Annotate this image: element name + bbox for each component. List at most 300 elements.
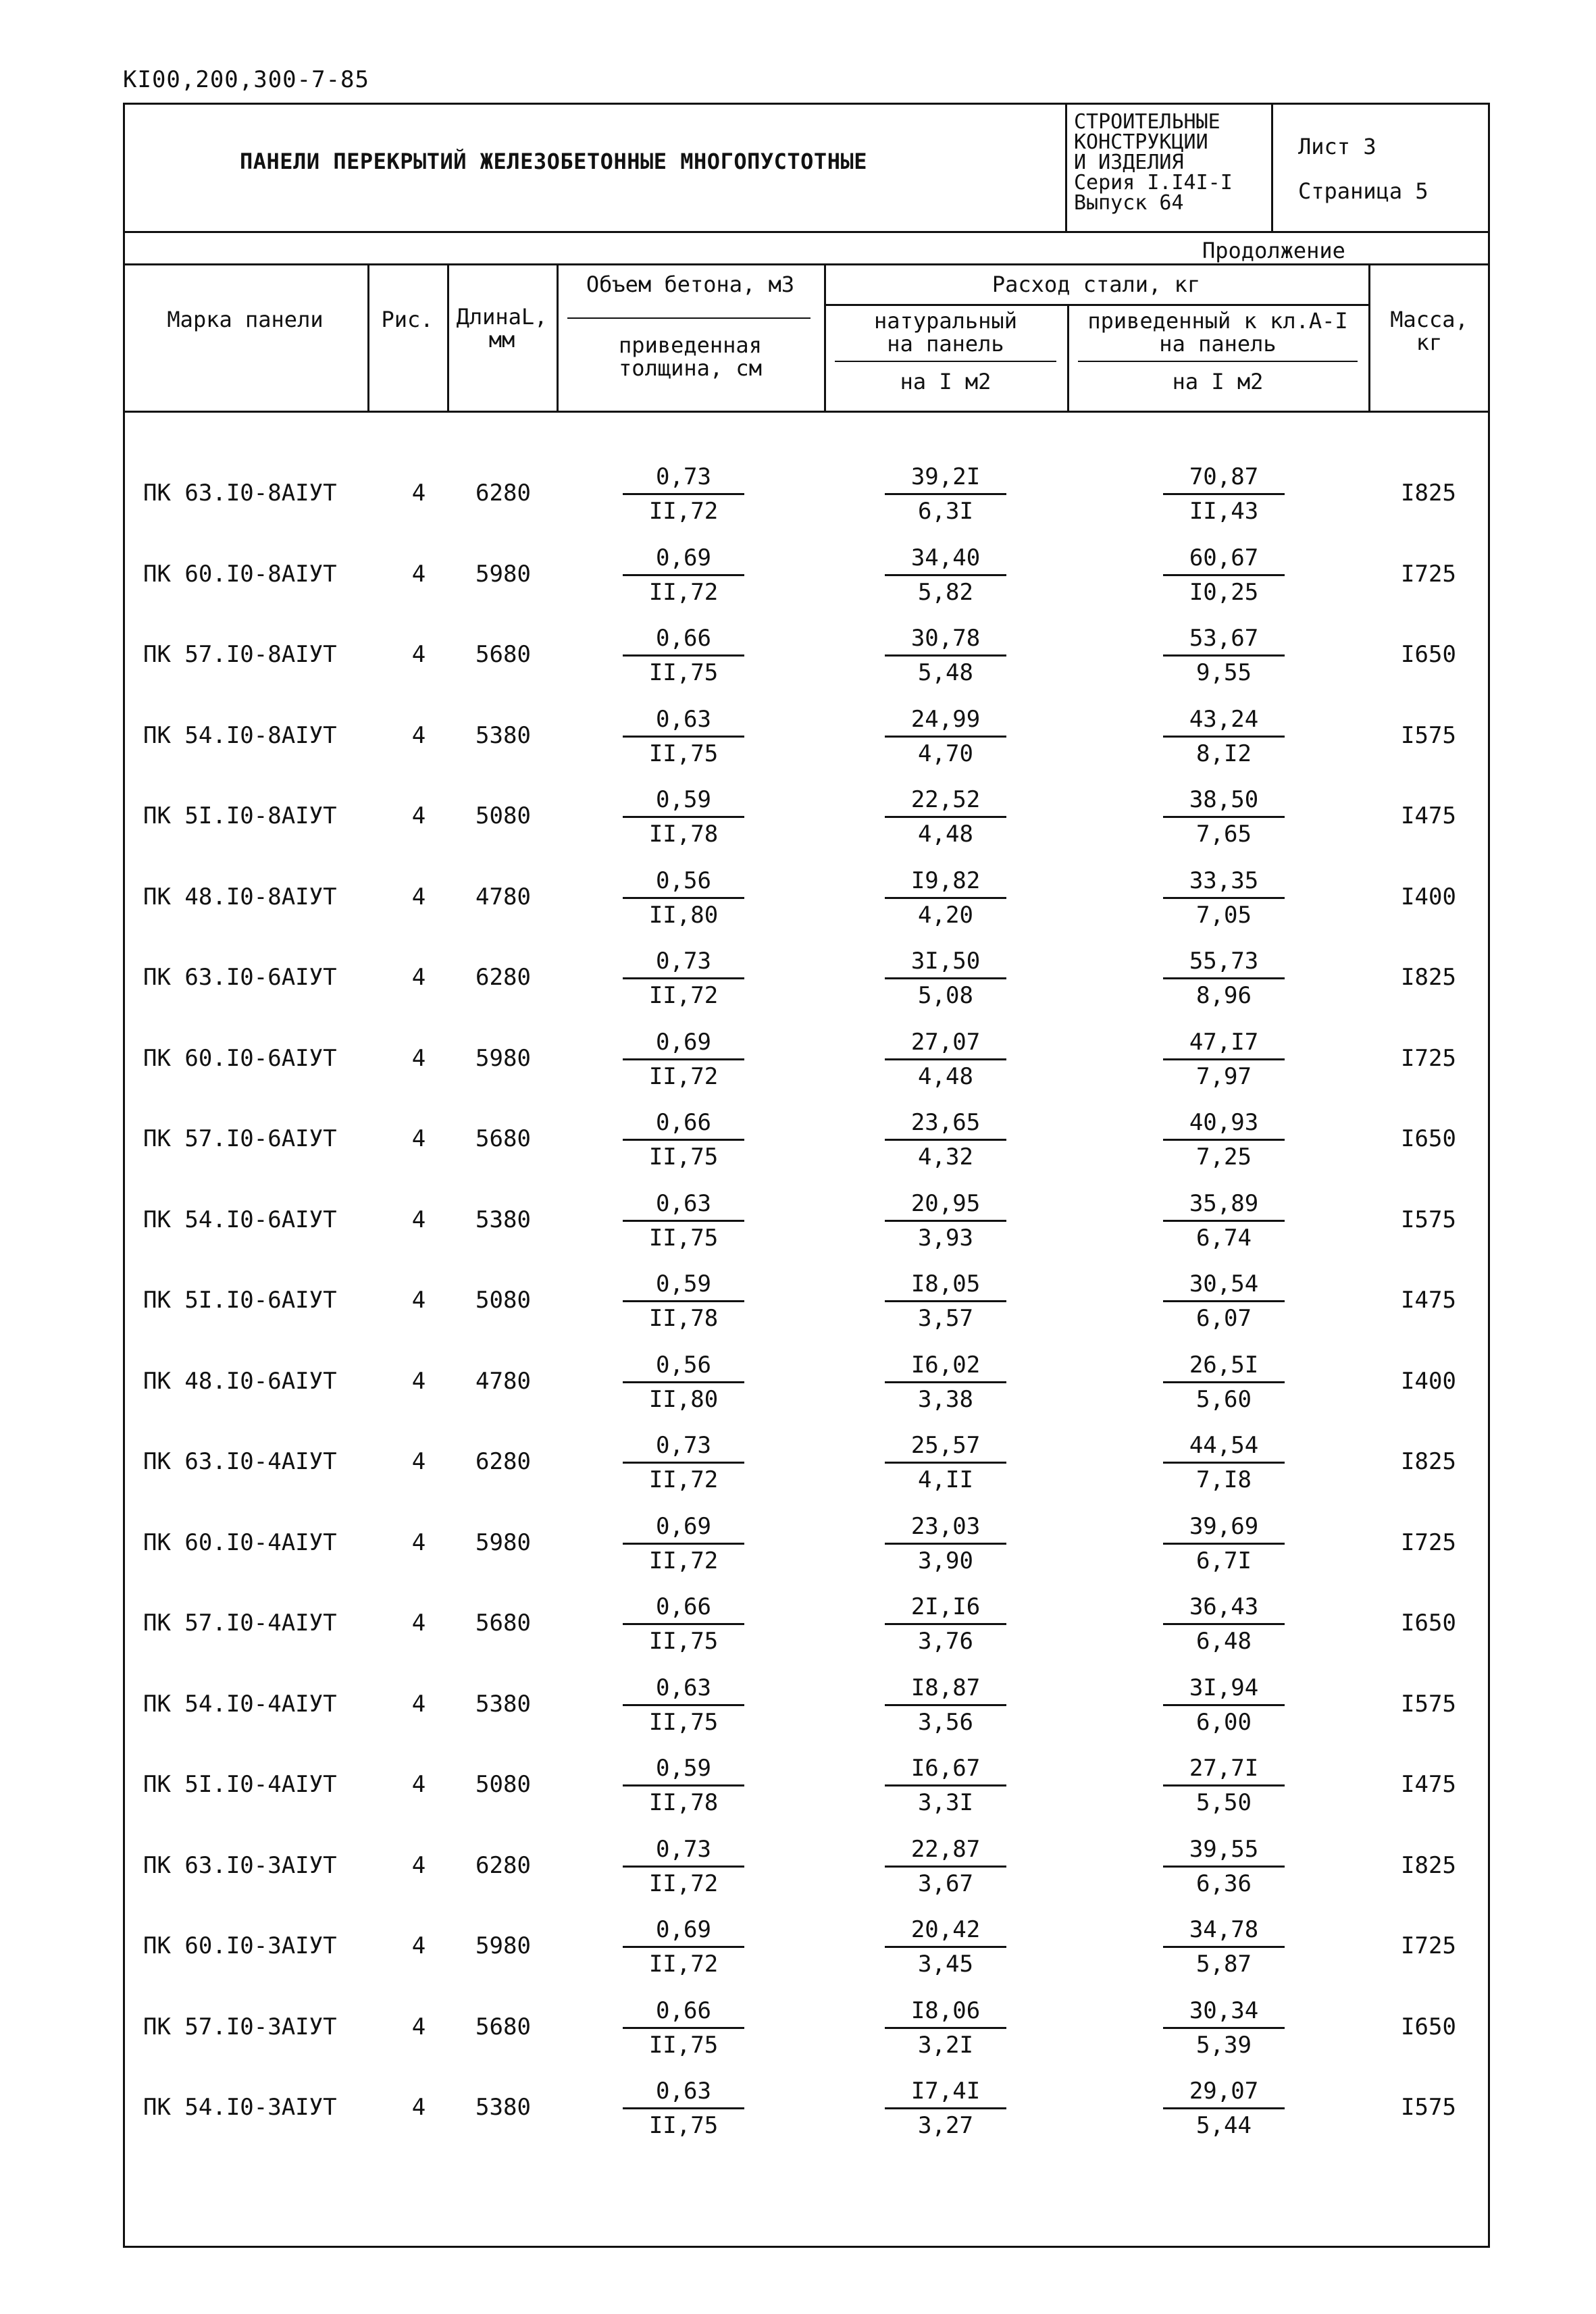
value-nat: 34,40 <box>885 542 1006 576</box>
cell-mark: ПК 60.I0-8АIУТ <box>143 561 337 588</box>
fraction-nat <box>885 783 1006 850</box>
fraction-nat <box>885 1349 1006 1416</box>
value-vol: 0,63 <box>623 1672 744 1706</box>
cell-mark: ПК 63.I0-3АIУТ <box>143 1852 337 1879</box>
cell-fig: 4 <box>411 1771 426 1798</box>
fraction-vol <box>623 945 744 1012</box>
value-nat_m2: 4,II <box>918 1466 973 1493</box>
fraction-red <box>1163 1187 1285 1254</box>
cell-fig: 4 <box>411 1287 426 1314</box>
cell-fig: 4 <box>411 1691 426 1718</box>
value-red: 70,87 <box>1163 461 1285 495</box>
cell-length: 5380 <box>475 1206 531 1233</box>
value-red_m2: 5,50 <box>1196 1789 1252 1816</box>
value-nat_m2: 4,70 <box>918 740 973 767</box>
value-red_m2: 6,48 <box>1196 1628 1252 1655</box>
fraction-red <box>1163 1268 1285 1335</box>
value-nat_m2: 4,48 <box>918 1063 973 1090</box>
value-vol: 0,69 <box>623 1510 744 1545</box>
fraction-nat <box>885 1510 1006 1577</box>
value-red_m2: 8,I2 <box>1196 740 1252 767</box>
value-nat: 23,03 <box>885 1510 1006 1545</box>
cell-mass: I575 <box>1401 1691 1456 1718</box>
value-red_m2: 5,39 <box>1196 2032 1252 2059</box>
value-red: 30,34 <box>1163 1995 1285 2029</box>
fraction-red <box>1163 1349 1285 1416</box>
cell-fig: 4 <box>411 722 426 749</box>
header-natural <box>824 309 1067 355</box>
value-red_m2: 6,7I <box>1196 1547 1252 1574</box>
value-nat_m2: 3,76 <box>918 1628 973 1655</box>
reduced-sub-line <box>1078 361 1358 362</box>
value-red: 27,7I <box>1163 1752 1285 1786</box>
fraction-red <box>1163 783 1285 850</box>
value-vol: 0,59 <box>623 1752 744 1786</box>
value-nat_m2: 4,20 <box>918 902 973 929</box>
steel-header-line <box>824 304 1368 306</box>
continuation-label: Продолжение <box>1202 238 1345 263</box>
value-thick: II,78 <box>648 1789 719 1816</box>
cell-mass: I400 <box>1401 883 1456 910</box>
value-thick: II,72 <box>648 1547 719 1574</box>
cell-fig: 4 <box>411 1529 426 1556</box>
value-thick: II,75 <box>648 2032 719 2059</box>
fraction-nat <box>885 1591 1006 1657</box>
value-red_m2: 7,97 <box>1196 1063 1252 1090</box>
value-red_m2: 9,55 <box>1196 659 1252 686</box>
cell-mark: ПК 48.I0-6АIУТ <box>143 1368 337 1395</box>
header-mass <box>1368 308 1490 354</box>
value-vol: 0,66 <box>623 622 744 657</box>
fraction-vol <box>623 1833 744 1900</box>
value-nat: 23,65 <box>885 1106 1006 1141</box>
fraction-nat <box>885 703 1006 770</box>
value-thick: II,80 <box>648 902 719 929</box>
fraction-nat <box>885 2075 1006 2142</box>
value-nat_m2: 3,93 <box>918 1225 973 1252</box>
value-red_m2: 5,87 <box>1196 1951 1252 1978</box>
value-nat: 22,52 <box>885 783 1006 818</box>
value-vol: 0,59 <box>623 1268 744 1302</box>
page-frame <box>123 103 1490 2248</box>
table-top-line <box>123 263 1490 265</box>
value-thick: II,72 <box>648 982 719 1009</box>
cell-mark: ПК 5I.I0-4АIУТ <box>143 1771 337 1798</box>
value-thick: II,72 <box>648 498 719 525</box>
value-vol: 0,66 <box>623 1995 744 2029</box>
value-red: 26,5I <box>1163 1349 1285 1383</box>
value-vol: 0,56 <box>623 1349 744 1383</box>
value-red: 40,93 <box>1163 1106 1285 1141</box>
header-thickness <box>557 334 824 380</box>
value-red_m2: 6,74 <box>1196 1225 1252 1252</box>
cell-mass: I650 <box>1401 1125 1456 1152</box>
header-length-label: Длина <box>456 304 521 330</box>
value-red_m2: 7,I8 <box>1196 1466 1252 1493</box>
fraction-red <box>1163 865 1285 931</box>
fraction-vol <box>623 1187 744 1254</box>
value-thick: II,75 <box>648 1628 719 1655</box>
value-thick: II,72 <box>648 1063 719 1090</box>
header-mass-1: Масса, <box>1390 307 1468 332</box>
value-nat: 22,87 <box>885 1833 1006 1868</box>
value-nat: I6,02 <box>885 1349 1006 1383</box>
fraction-red <box>1163 1752 1285 1819</box>
value-nat: I6,67 <box>885 1752 1006 1786</box>
fraction-nat <box>885 622 1006 689</box>
value-thick: II,75 <box>648 1709 719 1736</box>
page-number: Страница 5 <box>1298 178 1428 204</box>
cell-mark: ПК 57.I0-6АIУТ <box>143 1125 337 1152</box>
natural-sub-line <box>835 361 1056 362</box>
value-nat: I8,87 <box>885 1672 1006 1706</box>
value-nat_m2: 5,48 <box>918 659 973 686</box>
fraction-nat <box>885 945 1006 1012</box>
header-mark: Марка панели <box>167 307 324 332</box>
value-red_m2: 5,44 <box>1196 2112 1252 2139</box>
value-vol: 0,66 <box>623 1591 744 1625</box>
cell-length: 5380 <box>475 722 531 749</box>
header-natural-m2: на I м2 <box>900 369 992 394</box>
value-nat: I8,06 <box>885 1995 1006 2029</box>
cell-mass: I475 <box>1401 1771 1456 1798</box>
cell-fig: 4 <box>411 1610 426 1637</box>
cell-fig: 4 <box>411 1125 426 1152</box>
value-nat: 25,57 <box>885 1429 1006 1464</box>
fraction-vol <box>623 542 744 609</box>
cell-mark: ПК 54.I0-6АIУТ <box>143 1206 337 1233</box>
value-thick: II,75 <box>648 659 719 686</box>
header-natural-2: на панель <box>887 331 1004 357</box>
value-nat: 27,07 <box>885 1026 1006 1060</box>
fraction-nat <box>885 1913 1006 1980</box>
value-thick: II,78 <box>648 821 719 848</box>
value-red: 55,73 <box>1163 945 1285 979</box>
fraction-nat <box>885 1429 1006 1496</box>
fraction-nat <box>885 542 1006 609</box>
sheet-number: Лиcт 3 <box>1298 134 1376 159</box>
value-red: 3I,94 <box>1163 1672 1285 1706</box>
value-nat_m2: 5,82 <box>918 579 973 606</box>
cell-fig: 4 <box>411 1932 426 1959</box>
cell-mass: I575 <box>1401 1206 1456 1233</box>
cell-mark: ПК 63.I0-4АIУТ <box>143 1448 337 1475</box>
value-nat: I9,82 <box>885 865 1006 899</box>
fraction-red <box>1163 1591 1285 1657</box>
value-vol: 0,63 <box>623 2075 744 2109</box>
value-thick: II,72 <box>648 1951 719 1978</box>
value-nat: 20,95 <box>885 1187 1006 1222</box>
col-divider-mark <box>367 263 369 411</box>
series-line: СТРОИТЕЛЬНЫЕ <box>1074 110 1220 134</box>
cell-length: 4780 <box>475 883 531 910</box>
value-thick: II,75 <box>648 740 719 767</box>
cell-mass: I575 <box>1401 2094 1456 2121</box>
value-red_m2: 7,65 <box>1196 821 1252 848</box>
cell-mass: I475 <box>1401 802 1456 829</box>
cell-mark: ПК 57.I0-4АIУТ <box>143 1610 337 1637</box>
cell-mass: I650 <box>1401 641 1456 668</box>
cell-length: 5680 <box>475 1125 531 1152</box>
title-block-bottom-line <box>123 231 1490 233</box>
value-nat: 30,78 <box>885 622 1006 657</box>
fraction-vol <box>623 1268 744 1335</box>
cell-mark: ПК 5I.I0-6АIУТ <box>143 1287 337 1314</box>
fraction-red <box>1163 622 1285 689</box>
value-red_m2: 6,00 <box>1196 1709 1252 1736</box>
header-concrete: Объем бетона, м3 <box>586 272 795 297</box>
fraction-red <box>1163 1026 1285 1093</box>
fraction-nat <box>885 865 1006 931</box>
value-thick: II,75 <box>648 2112 719 2139</box>
header-natural-1: натуральный <box>874 308 1017 334</box>
fraction-nat <box>885 1833 1006 1900</box>
value-nat_m2: 3,3I <box>918 1789 973 1816</box>
header-reduced-1: приведенный к кл.А-I <box>1087 308 1348 334</box>
fraction-vol <box>623 1913 744 1980</box>
document-title: ПАНЕЛИ ПЕРЕКРЫТИЙ ЖЕЛЕЗОБЕТОННЫЕ МНОГОПУСТОТНЫЕ <box>240 149 867 174</box>
fraction-vol <box>623 461 744 528</box>
fraction-nat <box>885 1026 1006 1093</box>
value-red: 36,43 <box>1163 1591 1285 1625</box>
value-red: 47,I7 <box>1163 1026 1285 1060</box>
fraction-vol <box>623 703 744 770</box>
fraction-red <box>1163 1833 1285 1900</box>
value-red: 39,69 <box>1163 1510 1285 1545</box>
value-nat_m2: 4,48 <box>918 821 973 848</box>
fraction-vol <box>623 1752 744 1819</box>
value-red: 60,67 <box>1163 542 1285 576</box>
cell-mass: I825 <box>1401 480 1456 507</box>
cell-fig: 4 <box>411 964 426 991</box>
value-thick: II,75 <box>648 1143 719 1171</box>
header-length-unit: мм <box>488 327 515 353</box>
cell-mark: ПК 54.I0-4АIУТ <box>143 1691 337 1718</box>
series-block <box>1074 112 1233 213</box>
series-line: Серия I.I4I-I <box>1074 171 1233 195</box>
fraction-vol <box>623 1591 744 1657</box>
cell-length: 5680 <box>475 641 531 668</box>
cell-length: 5380 <box>475 2094 531 2121</box>
fraction-red <box>1163 1995 1285 2061</box>
value-red: 30,54 <box>1163 1268 1285 1302</box>
cell-length: 5680 <box>475 2013 531 2040</box>
value-vol: 0,56 <box>623 865 744 899</box>
fraction-vol <box>623 1672 744 1739</box>
cell-mark: ПК 60.I0-3АIУТ <box>143 1932 337 1959</box>
document-code: КI00,200,300-7-85 <box>123 66 369 93</box>
cell-fig: 4 <box>411 1852 426 1879</box>
value-red: 43,24 <box>1163 703 1285 738</box>
value-vol: 0,69 <box>623 1913 744 1948</box>
header-steel: Расход стали, кг <box>992 272 1201 297</box>
value-red_m2: 6,36 <box>1196 1870 1252 1897</box>
fraction-red <box>1163 461 1285 528</box>
value-nat_m2: 3,67 <box>918 1870 973 1897</box>
fraction-vol <box>623 1995 744 2061</box>
value-red: 44,54 <box>1163 1429 1285 1464</box>
header-reduced-2: на панель <box>1159 331 1277 357</box>
fraction-red <box>1163 703 1285 770</box>
cell-mass: I475 <box>1401 1287 1456 1314</box>
value-nat_m2: 5,08 <box>918 982 973 1009</box>
cell-mass: I725 <box>1401 1045 1456 1072</box>
value-nat: 2I,I6 <box>885 1591 1006 1625</box>
fraction-red <box>1163 1429 1285 1496</box>
cell-mark: ПК 63.I0-6АIУТ <box>143 964 337 991</box>
value-thick: II,78 <box>648 1305 719 1332</box>
header-length-symbol: L, <box>521 304 548 330</box>
value-thick: II,75 <box>648 1225 719 1252</box>
cell-fig: 4 <box>411 802 426 829</box>
fraction-vol <box>623 865 744 931</box>
value-nat: I7,4I <box>885 2075 1006 2109</box>
fraction-vol <box>623 783 744 850</box>
value-nat_m2: 3,2I <box>918 2032 973 2059</box>
header-thickness-1: приведенная <box>619 332 762 358</box>
cell-mark: ПК 57.I0-3АIУТ <box>143 2013 337 2040</box>
value-nat_m2: 3,56 <box>918 1709 973 1736</box>
cell-fig: 4 <box>411 561 426 588</box>
value-red_m2: 7,25 <box>1196 1143 1252 1171</box>
value-red_m2: II,43 <box>1189 498 1259 525</box>
value-nat: 20,42 <box>885 1913 1006 1948</box>
cell-mass: I725 <box>1401 561 1456 588</box>
title-block-divider-1 <box>1065 103 1067 231</box>
fraction-red <box>1163 542 1285 609</box>
cell-length: 6280 <box>475 480 531 507</box>
value-nat_m2: 3,27 <box>918 2112 973 2139</box>
value-nat_m2: 3,45 <box>918 1951 973 1978</box>
cell-mass: I650 <box>1401 1610 1456 1637</box>
header-reduced-m2: на I м2 <box>1172 369 1264 394</box>
fraction-red <box>1163 1106 1285 1173</box>
value-vol: 0,73 <box>623 461 744 495</box>
fraction-nat <box>885 1752 1006 1819</box>
fraction-nat <box>885 1268 1006 1335</box>
cell-fig: 4 <box>411 480 426 507</box>
cell-mark: ПК 54.I0-3АIУТ <box>143 2094 337 2121</box>
fraction-nat <box>885 1995 1006 2061</box>
cell-fig: 4 <box>411 1368 426 1395</box>
cell-fig: 4 <box>411 641 426 668</box>
cell-mark: ПК 54.I0-8АIУТ <box>143 722 337 749</box>
header-bottom-line <box>123 411 1490 413</box>
cell-length: 6280 <box>475 1448 531 1475</box>
fraction-vol <box>623 622 744 689</box>
cell-length: 5980 <box>475 1529 531 1556</box>
value-red_m2: 7,05 <box>1196 902 1252 929</box>
cell-mass: I725 <box>1401 1932 1456 1959</box>
value-vol: 0,69 <box>623 542 744 576</box>
value-nat_m2: 6,3I <box>918 498 973 525</box>
cell-length: 5380 <box>475 1691 531 1718</box>
cell-mass: I825 <box>1401 964 1456 991</box>
series-line: КОНСТРУКЦИИ <box>1074 130 1208 154</box>
cell-fig: 4 <box>411 1448 426 1475</box>
value-vol: 0,73 <box>623 1833 744 1868</box>
cell-length: 5080 <box>475 1771 531 1798</box>
value-vol: 0,73 <box>623 945 744 979</box>
value-thick: II,72 <box>648 1870 719 1897</box>
value-nat_m2: 3,90 <box>918 1547 973 1574</box>
value-vol: 0,59 <box>623 783 744 818</box>
fraction-red <box>1163 1672 1285 1739</box>
value-nat_m2: 3,38 <box>918 1386 973 1413</box>
value-vol: 0,66 <box>623 1106 744 1141</box>
fraction-nat <box>885 461 1006 528</box>
value-vol: 0,63 <box>623 703 744 738</box>
cell-mark: ПК 60.I0-6АIУТ <box>143 1045 337 1072</box>
value-red_m2: 6,07 <box>1196 1305 1252 1332</box>
fraction-vol <box>623 1429 744 1496</box>
fraction-vol <box>623 1106 744 1173</box>
header-mass-2: кг <box>1416 330 1443 355</box>
cell-length: 5980 <box>475 561 531 588</box>
fraction-red <box>1163 1510 1285 1577</box>
header-reduced <box>1067 309 1368 355</box>
value-thick: II,80 <box>648 1386 719 1413</box>
value-nat: 3I,50 <box>885 945 1006 979</box>
value-red: 33,35 <box>1163 865 1285 899</box>
cell-fig: 4 <box>411 1045 426 1072</box>
cell-fig: 4 <box>411 1206 426 1233</box>
cell-fig: 4 <box>411 2013 426 2040</box>
cell-length: 5680 <box>475 1610 531 1637</box>
cell-length: 5980 <box>475 1045 531 1072</box>
value-vol: 0,73 <box>623 1429 744 1464</box>
fraction-vol <box>623 1510 744 1577</box>
cell-length: 6280 <box>475 964 531 991</box>
value-vol: 0,63 <box>623 1187 744 1222</box>
value-red: 35,89 <box>1163 1187 1285 1222</box>
value-nat: 24,99 <box>885 703 1006 738</box>
value-thick: II,72 <box>648 1466 719 1493</box>
concrete-header-line <box>567 317 810 319</box>
cell-mark: ПК 48.I0-8АIУТ <box>143 883 337 910</box>
fraction-nat <box>885 1672 1006 1739</box>
title-block-divider-2 <box>1271 103 1273 231</box>
cell-length: 4780 <box>475 1368 531 1395</box>
value-red: 39,55 <box>1163 1833 1285 1868</box>
cell-mass: I400 <box>1401 1368 1456 1395</box>
value-red_m2: 5,60 <box>1196 1386 1252 1413</box>
cell-length: 5980 <box>475 1932 531 1959</box>
value-nat_m2: 4,32 <box>918 1143 973 1171</box>
value-red: 29,07 <box>1163 2075 1285 2109</box>
cell-length: 6280 <box>475 1852 531 1879</box>
header-fig: Рис. <box>381 307 434 332</box>
cell-mass: I825 <box>1401 1852 1456 1879</box>
cell-fig: 4 <box>411 2094 426 2121</box>
value-red_m2: I0,25 <box>1189 579 1259 606</box>
fraction-red <box>1163 1913 1285 1980</box>
value-red: 34,78 <box>1163 1913 1285 1948</box>
value-thick: II,72 <box>648 579 719 606</box>
cell-mass: I825 <box>1401 1448 1456 1475</box>
cell-length: 5080 <box>475 802 531 829</box>
value-vol: 0,69 <box>623 1026 744 1060</box>
fraction-vol <box>623 1026 744 1093</box>
cell-length: 5080 <box>475 1287 531 1314</box>
fraction-nat <box>885 1187 1006 1254</box>
fraction-vol <box>623 2075 744 2142</box>
series-line: Выпуск 64 <box>1074 191 1184 215</box>
cell-mark: ПК 57.I0-8АIУТ <box>143 641 337 668</box>
value-red: 53,67 <box>1163 622 1285 657</box>
value-red_m2: 8,96 <box>1196 982 1252 1009</box>
header-length <box>447 305 557 351</box>
